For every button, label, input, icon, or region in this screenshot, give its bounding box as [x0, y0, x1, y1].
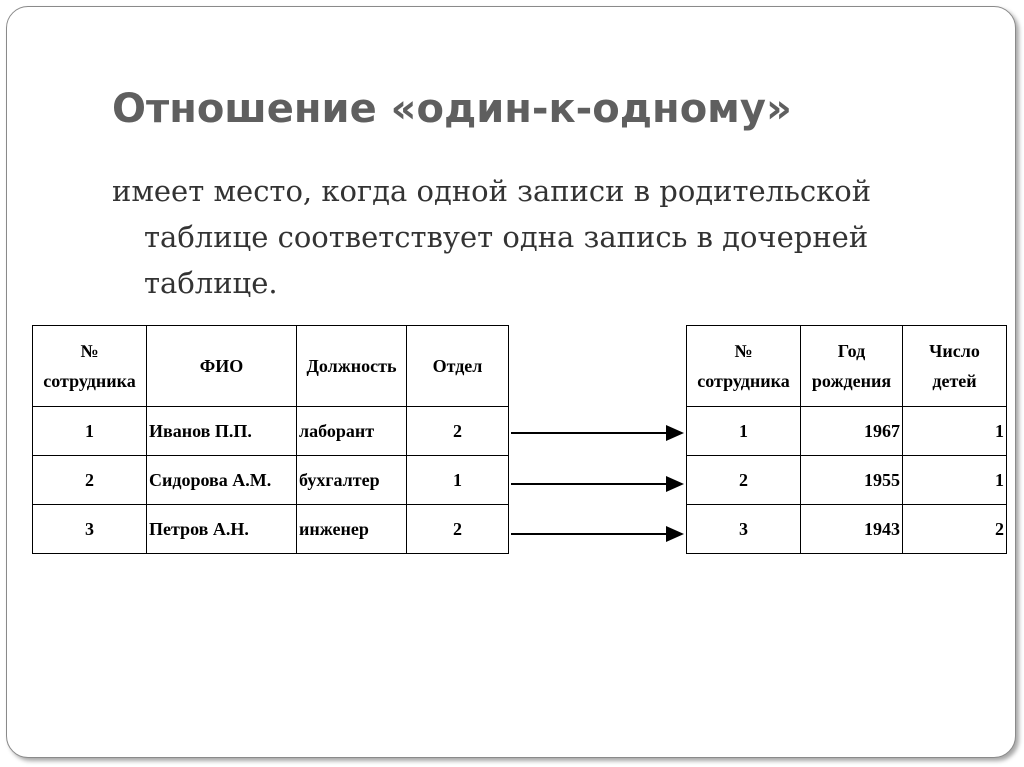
cell-position: бухгалтер: [297, 456, 407, 505]
cell-dept: 2: [407, 505, 509, 554]
cell-position: лаборант: [297, 407, 407, 456]
cell-birth-year: 1967: [801, 407, 903, 456]
slide-body-text: имеет место, когда одной записи в родительской таблице соответствует одна запись в дочерней таблице.: [112, 174, 872, 300]
header-position: Должность: [297, 326, 407, 407]
cell-fio: Иванов П.П.: [147, 407, 297, 456]
cell-position: инженер: [297, 505, 407, 554]
cell-children: 2: [903, 505, 1007, 554]
cell-emp-no: 1: [33, 407, 147, 456]
cell-emp-no: 3: [687, 505, 801, 554]
header-children: Число детей: [903, 326, 1007, 407]
cell-emp-no: 2: [687, 456, 801, 505]
cell-birth-year: 1943: [801, 505, 903, 554]
header-birth-year: Год рождения: [801, 326, 903, 407]
relation-arrow: [511, 425, 684, 441]
header-emp-no: № сотрудника: [33, 326, 147, 407]
cell-emp-no: 1: [687, 407, 801, 456]
header-emp-no: № сотрудника: [687, 326, 801, 407]
relation-arrow: [511, 526, 684, 542]
cell-fio: Петров А.Н.: [147, 505, 297, 554]
header-fio: ФИО: [147, 326, 297, 407]
cell-dept: 2: [407, 407, 509, 456]
cell-emp-no: 2: [33, 456, 147, 505]
cell-fio: Сидорова А.М.: [147, 456, 297, 505]
relation-arrow: [511, 476, 684, 492]
cell-dept: 1: [407, 456, 509, 505]
cell-birth-year: 1955: [801, 456, 903, 505]
slide-title: Отношение «один-к-одному»: [112, 86, 792, 132]
cell-children: 1: [903, 407, 1007, 456]
header-dept: Отдел: [407, 326, 509, 407]
cell-emp-no: 3: [33, 505, 147, 554]
cell-children: 1: [903, 456, 1007, 505]
